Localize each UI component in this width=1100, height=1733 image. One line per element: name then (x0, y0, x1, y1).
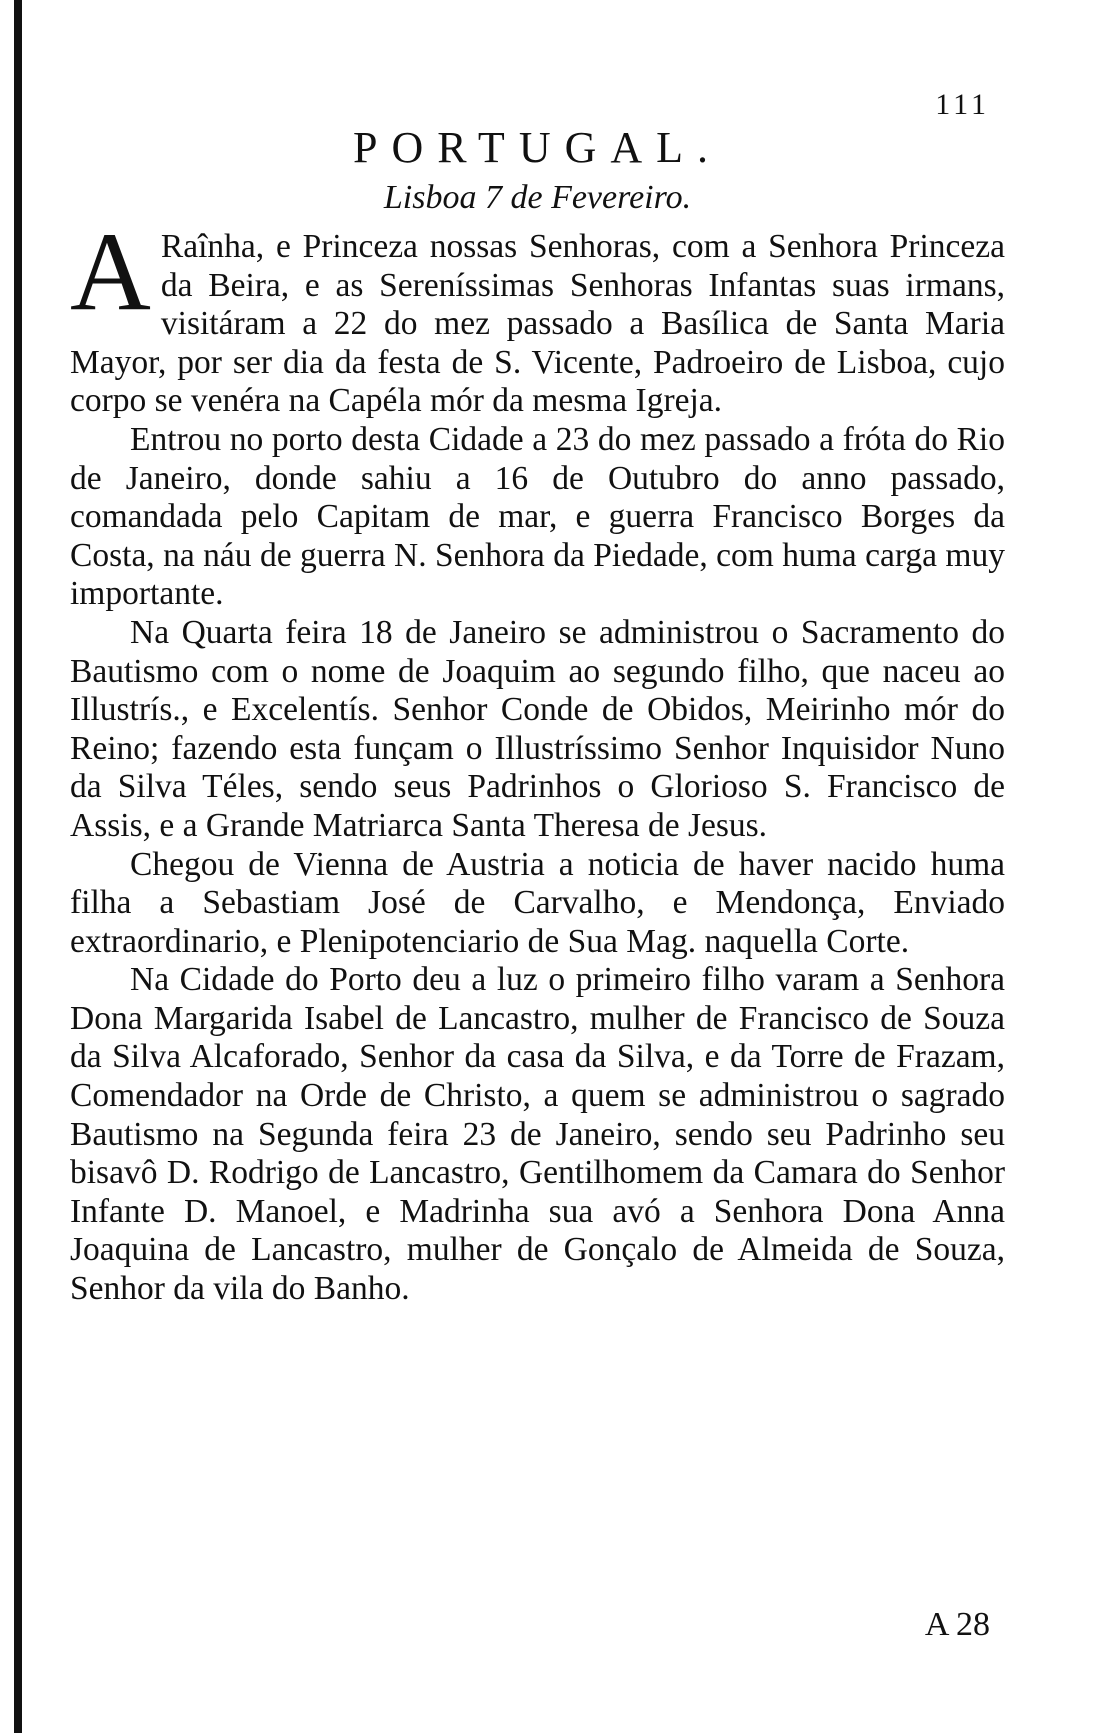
page-number: 111 (935, 88, 990, 121)
dateline: Lisboa 7 de Fevereiro. (383, 179, 692, 216)
drop-cap: A (70, 210, 151, 334)
paragraph-4: Chegou de Vienna de Austria a noticia de haver nacido huma filha a Sebastiam José de Carvalho, e Mendonça, Enviado extraordinario, e Plenipotenciario de Sua Mag. naquella Corte. (70, 845, 1005, 960)
signature-mark: A 28 (924, 1606, 990, 1643)
page-body (70, 120, 1005, 1309)
paragraph-1-text: Raînha, e Princeza nossas Senhoras, com a Senhora Princeza da Beira, e as Sereníssimas Senhoras Infantas suas irmans, visitáram a 22 do mez passado a Basílica de Santa Maria Mayor, por ser dia da festa de S. Vicente, Padroeiro de Lisboa, cujo corpo se venéra na Capéla mór da mesma Igreja. (70, 228, 1005, 420)
article-text (70, 210, 1005, 1309)
section-title: PORTUGAL. (352, 123, 723, 172)
paragraph-3: Na Quarta feira 18 de Janeiro se administrou o Sacramento do Bautismo com o nome de Joaquim ao segundo filho, que naceu ao Illustrís., e Excelentís. Senhor Conde de Obidos, Meirinho mór do Reino; fazendo esta funçam o Illustríssimo Senhor Inquisidor Nuno da Silva Téles, sendo seus Padrinhos o Glorioso S. Francisco de Assis, e a Grande Matriarca Santa Theresa de Jesus. (70, 613, 1005, 844)
paragraph-2: Entrou no porto desta Cidade a 23 do mez passado a fróta do Rio de Janeiro, donde sahiu a 16 de Outubro do anno passado, comandada pelo Capitam de mar, e guerra Francisco Borges da Costa, na náu de guerra N. Senhora da Piedade, com huma carga muy importante. (70, 420, 1005, 613)
paragraph-5: Na Cidade do Porto deu a luz o primeiro filho varam a Senhora Dona Margarida Isabel de Lancastro, mulher de Francisco de Souza da Silva Alcaforado, Senhor da casa da Silva, e da Torre de Frazam, Comendador na Orde de Christo, a quem se administrou o sagrado Bautismo na Segunda feira 23 de Janeiro, sendo seu Padrinho seu bisavô D. Rodrigo de Lancastro, Gentilhomem da Camara do Senhor Infante D. Manoel, e Madrinha sua avó a Senhora Dona Anna Joaquina de Lancastro, mulher de Gonçalo de Almeida de Souza, Senhor da vila do Banho. (70, 961, 1005, 1308)
binding-edge (14, 0, 22, 1733)
paragraph-1 (70, 210, 1005, 421)
